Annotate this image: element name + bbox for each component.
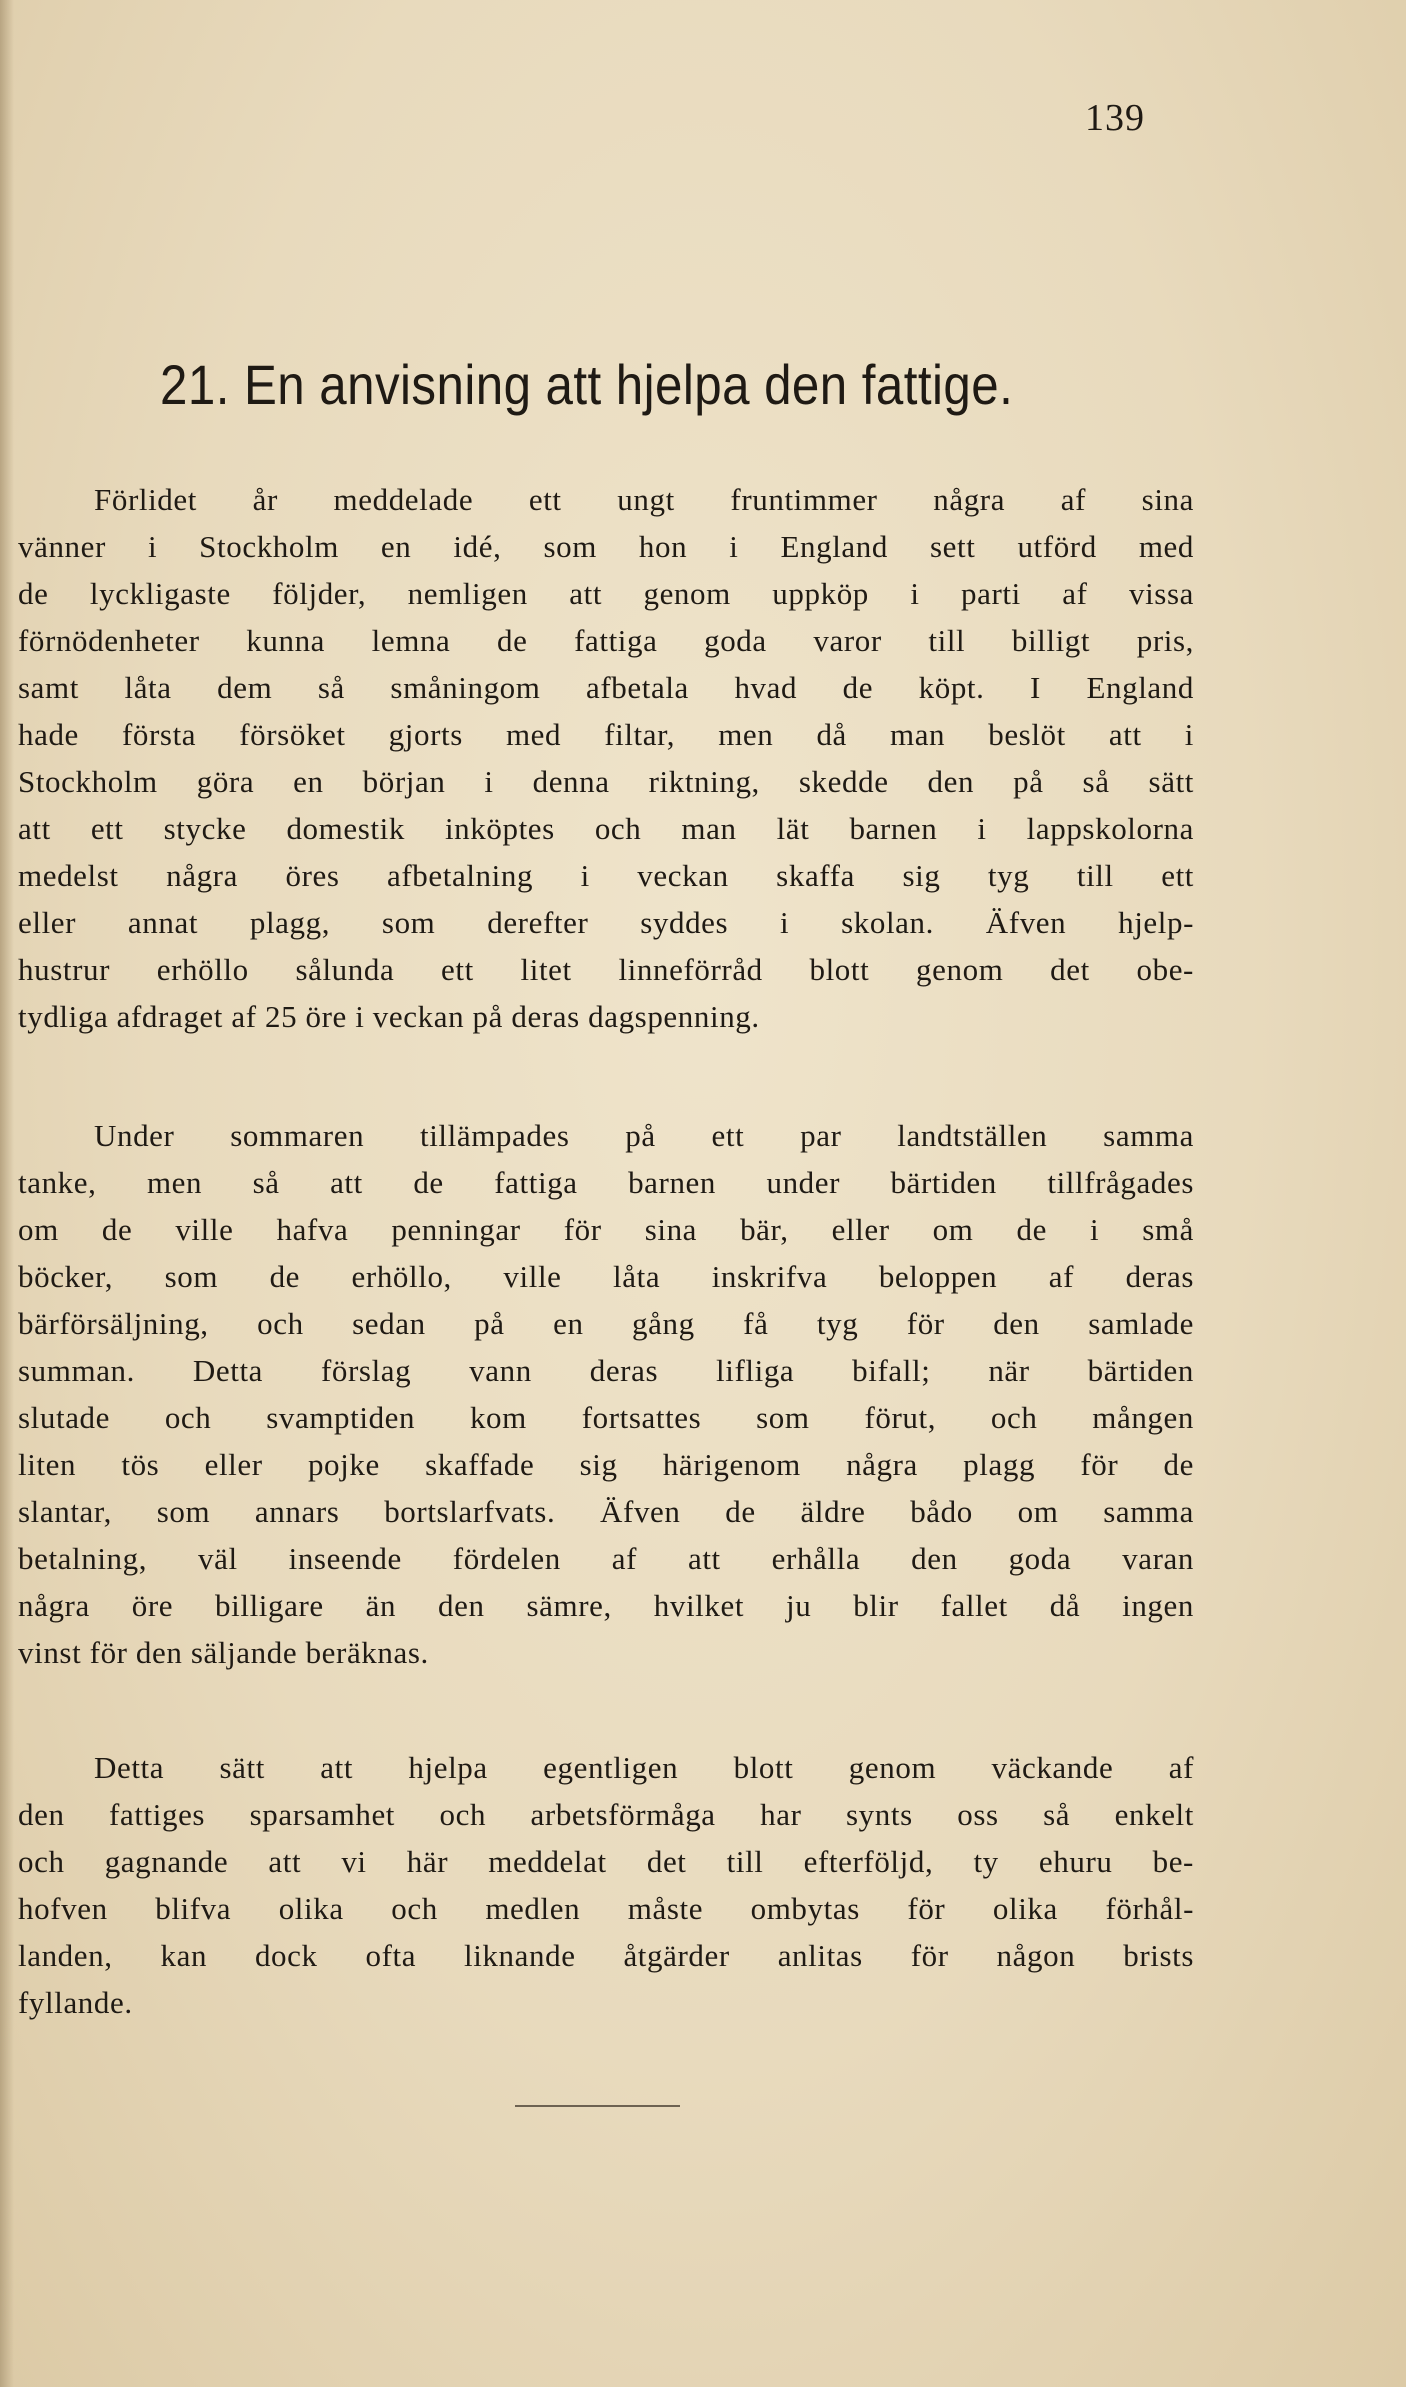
text-line: slantar, som annars bortslarfvats. Äfven de äldre bådo om samma (18, 1494, 1194, 1529)
text-line: medelst några öres afbetalning i veckan skaffa sig tyg till ett (18, 858, 1194, 893)
text-line: betalning, väl inseende fördelen af att erhålla den goda varan (18, 1541, 1194, 1576)
closing-rule (515, 2105, 680, 2107)
text-line: hade första försöket gjorts med filtar, men då man beslöt att i (18, 717, 1194, 752)
text-line: Stockholm göra en början i denna riktning, skedde den på så sätt (18, 764, 1194, 799)
text-line: förnödenheter kunna lemna de fattiga goda varor till billigt pris, (18, 623, 1194, 658)
text-line: vänner i Stockholm en idé, som hon i England sett utförd med (18, 529, 1194, 564)
page-binding-edge (0, 0, 14, 2387)
text-line: några öre billigare än den sämre, hvilket ju blir fallet då ingen (18, 1588, 1194, 1623)
text-line: liten tös eller pojke skaffade sig härigenom några plagg för de (18, 1447, 1194, 1482)
text-line: hustrur erhöllo sålunda ett litet linneförråd blott genom det obe- (18, 952, 1194, 987)
text-line: böcker, som de erhöllo, ville låta inskrifva beloppen af deras (18, 1259, 1194, 1294)
text-line: hofven blifva olika och medlen måste ombytas för olika förhål- (18, 1891, 1194, 1926)
text-line: och gagnande att vi här meddelat det till efterföljd, ty ehuru be- (18, 1844, 1194, 1879)
text-line: summan. Detta förslag vann deras lifliga bifall; när bärtiden (18, 1353, 1194, 1388)
section-heading: 21. En anvisning att hjelpa den fattige. (160, 353, 1014, 416)
text-line: Detta sätt att hjelpa egentligen blott genom väckande af (94, 1750, 1194, 1785)
text-line: slutade och svamptiden kom fortsattes som förut, och mången (18, 1400, 1194, 1435)
text-line: om de ville hafva penningar för sina bär, eller om de i små (18, 1212, 1194, 1247)
text-line: den fattiges sparsamhet och arbetsförmåga har synts oss så enkelt (18, 1797, 1194, 1832)
paragraph-2 (18, 1112, 1194, 1676)
text-line: bärförsäljning, och sedan på en gång få tyg för den samlade (18, 1306, 1194, 1341)
text-line: de lyckligaste följder, nemligen att genom uppköp i parti af vissa (18, 576, 1194, 611)
page-number: 139 (1085, 97, 1145, 139)
text-line: tydliga afdraget af 25 öre i veckan på deras dagspenning. (18, 999, 760, 1034)
text-line: vinst för den säljande beräknas. (18, 1635, 429, 1670)
text-line: Under sommaren tillämpades på ett par landtställen samma (94, 1118, 1194, 1153)
text-line: tanke, men så att de fattiga barnen under bärtiden tillfrågades (18, 1165, 1194, 1200)
text-line: eller annat plagg, som derefter syddes i skolan. Äfven hjelp- (18, 905, 1194, 940)
text-line: landen, kan dock ofta liknande åtgärder anlitas för någon brists (18, 1938, 1194, 1973)
text-line: Förlidet år meddelade ett ungt fruntimmer några af sina (94, 482, 1194, 517)
text-line: samt låta dem så småningom afbetala hvad de köpt. I England (18, 670, 1194, 705)
text-line: fyllande. (18, 1985, 133, 2020)
paragraph-3 (18, 1744, 1194, 2026)
text-line: att ett stycke domestik inköptes och man lät barnen i lappskolorna (18, 811, 1194, 846)
paragraph-1 (18, 476, 1194, 1040)
